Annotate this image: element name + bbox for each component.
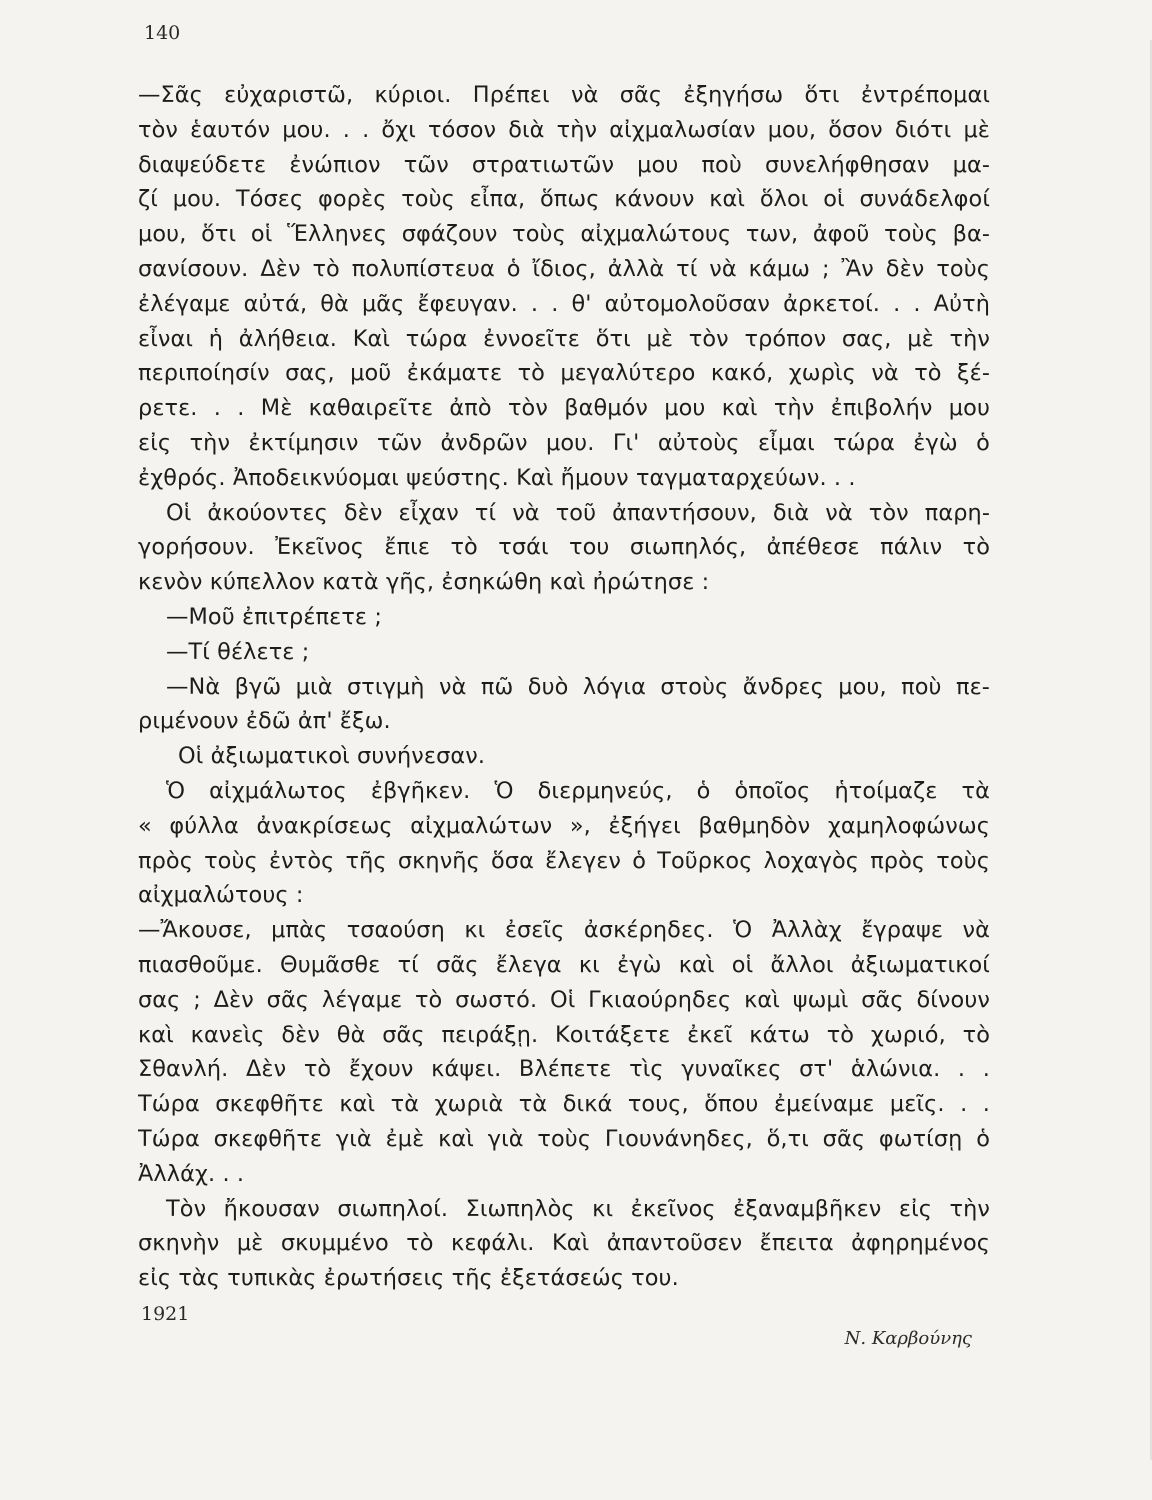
text-line: διαψεύδετε ἐνώπιον τῶν στρατιωτῶν μου ποὺ συνελήφθησαν μα- [138, 151, 990, 178]
text-line: ἐλέγαμε αὐτά, θὰ μᾶς ἔφευγαν. . . θ' αὐτομολοῦσαν ἀρκετοί. . . Αὐτὴ [138, 290, 990, 317]
text-line: τὸν ἑαυτόν μου. . . ὄχι τόσον διὰ τὴν αἰχμαλωσίαν μου, ὅσον διότι μὲ [138, 116, 990, 143]
text-line: εἰς τὰς τυπικὰς ἐρωτήσεις τῆς ἐξετάσεώς του. [138, 1265, 679, 1292]
text-line: πρὸς τοὺς ἐντὸς τῆς σκηνῆς ὅσα ἔλεγεν ὁ Τοῦρκος λοχαγὸς πρὸς τοὺς [138, 847, 990, 874]
text-line: —Νὰ βγῶ μιὰ στιγμὴ νὰ πῶ δυὸ λόγια στοὺς ἄνδρες μου, ποὺ πε- [166, 673, 990, 700]
text-line: μου, ὅτι οἱ Ἕλληνες σφάζουν τοὺς αἰχμαλώτους των, ἀφοῦ τοὺς βα- [138, 221, 990, 248]
text-line: Οἱ ἀκούοντες δὲν εἶχαν τί νὰ τοῦ ἀπαντήσουν, διὰ νὰ τὸν παρη- [166, 499, 990, 526]
text-line: εἶναι ἡ ἀλήθεια. Καὶ τώρα ἐννοεῖτε ὅτι μὲ τὸν τρόπον σας, μὲ τὴν [138, 325, 990, 352]
text-line: ριμένουν ἐδῶ ἀπ' ἔξω. [138, 708, 391, 735]
text-line: Οἱ ἀξιωματικοὶ συνήνεσαν. [178, 743, 486, 770]
text-line: —Τί θέλετε ; [166, 638, 310, 665]
body-text [138, 78, 990, 1296]
text-line: ζί μου. Τόσες φορὲς τοὺς εἶπα, ὅπως κάνουν καὶ ὅλοι οἱ συνάδελφοί [138, 186, 990, 213]
text-line: αἰχμαλώτους : [138, 882, 304, 909]
text-line: εἰς τὴν ἐκτίμησιν τῶν ἀνδρῶν μου. Γι' αὐτοὺς εἶμαι τώρα ἐγὼ ὁ [138, 429, 990, 456]
text-line: σκηνὴν μὲ σκυμμένο τὸ κεφάλι. Καὶ ἀπαντοῦσεν ἔπειτα ἀφηρημένος [138, 1230, 990, 1257]
text-line: Σθανλή. Δὲν τὸ ἔχουν κάψει. Βλέπετε τὶς γυναῖκες στ' ἁλώνια. . . [138, 1056, 990, 1083]
text-line: Ὁ αἰχμάλωτος ἐβγῆκεν. Ὁ διερμηνεύς, ὁ ὁποῖος ἡτοίμαζε τὰ [166, 777, 990, 804]
text-line: ἐχθρός. Ἀποδεικνύομαι ψεύστης. Καὶ ἤμουν ταγματαρχεύων. . . [138, 464, 856, 491]
text-line: —Ἄκουσε, μπὰς τσαούση κι ἐσεῖς ἀσκέρηδες. Ὁ Ἀλλὰχ ἔγραψε νὰ [138, 917, 990, 944]
text-line: γορήσουν. Ἐκεῖνος ἔπιε τὸ τσάι του σιωπηλός, ἀπέθεσε πάλιν τὸ [138, 534, 990, 561]
author-signature: Ν. Καρβούνης [844, 1328, 972, 1349]
year: 1921 [141, 1303, 190, 1325]
text-line: πιασθοῦμε. Θυμᾶσθε τί σᾶς ἔλεγα κι ἐγὼ καὶ οἱ ἄλλοι ἀξιωματικοί [138, 951, 990, 978]
text-line: καὶ κανεὶς δὲν θὰ σᾶς πειράξῃ. Κοιτάξετε ἐκεῖ κάτω τὸ χωριό, τὸ [138, 1021, 990, 1048]
text-line: ρετε. . . Μὲ καθαιρεῖτε ἀπὸ τὸν βαθμόν μου καὶ τὴν ἐπιβολήν μου [138, 395, 990, 422]
text-line: Τώρα σκεφθῆτε γιὰ ἐμὲ καὶ γιὰ τοὺς Γιουνάνηδες, ὅ,τι σᾶς φωτίσῃ ὁ [138, 1125, 990, 1152]
text-line: σανίσουν. Δὲν τὸ πολυπίστευα ὁ ἴδιος, ἀλλὰ τί νὰ κάμω ; Ἂν δὲν τοὺς [138, 255, 990, 282]
text-line: κενὸν κύπελλον κατὰ γῆς, ἐσηκώθη καὶ ἠρώτησε : [138, 569, 710, 596]
text-line: περιποίησίν σας, μοῦ ἐκάματε τὸ μεγαλύτερο κακό, χωρὶς νὰ τὸ ξέ- [138, 360, 990, 387]
page-number: 140 [144, 22, 181, 44]
text-line: σας ; Δὲν σᾶς λέγαμε τὸ σωστό. Οἱ Γκιαούρηδες καὶ ψωμὶ σᾶς δίνουν [138, 986, 990, 1013]
text-line: Ἀλλάχ. . . [138, 1160, 245, 1187]
text-line: —Μοῦ ἐπιτρέπετε ; [166, 603, 382, 630]
text-line: Τὸν ἤκουσαν σιωπηλοί. Σιωπηλὸς κι ἐκεῖνος ἐξαναμβῆκεν εἰς τὴν [166, 1195, 990, 1222]
text-line: —Σᾶς εὐχαριστῶ, κύριοι. Πρέπει νὰ σᾶς ἐξηγήσω ὅτι ἐντρέπομαι [138, 82, 990, 108]
text-line: Τώρα σκεφθῆτε καὶ τὰ χωριὰ τὰ δικά τους, ὅπου ἐμείναμε μεῖς. . . [138, 1091, 990, 1118]
text-line: « φύλλα ἀνακρίσεως αἰχμαλώτων », ἐξήγει βαθμηδὸν χαμηλοφώνως [138, 812, 990, 839]
